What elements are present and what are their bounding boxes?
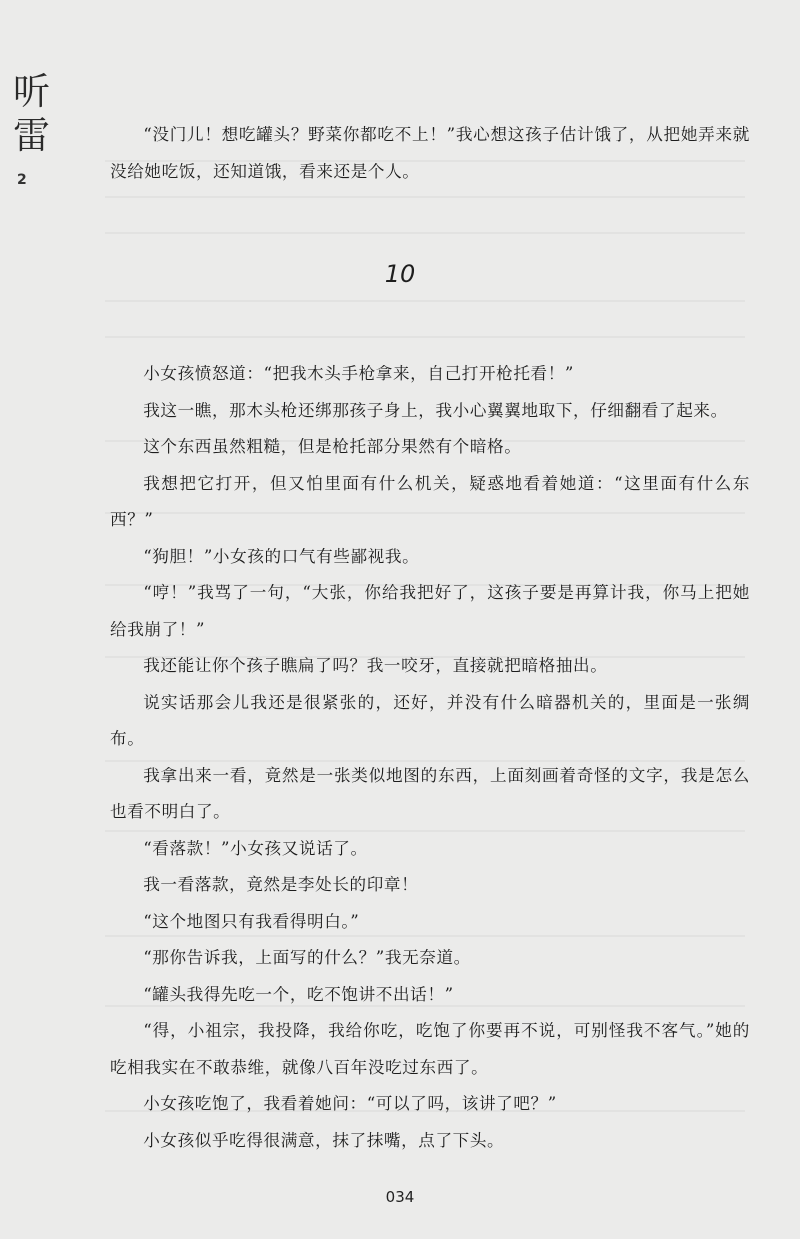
paragraph: “罐头我得先吃一个，吃不饱讲不出话！” (143, 984, 454, 1004)
paragraph: “哼！”我骂了一句，“大张，你给我把好了，这孩子要是再算计我，你马上把她给我崩了！” (110, 583, 750, 639)
book-title-char-1: 听 (13, 70, 50, 113)
paragraph: 我一看落款，竟然是李处长的印章！ (143, 875, 419, 894)
paragraph: 小女孩愤怒道：“把我木头手枪拿来，自己打开枪托看！” (143, 364, 575, 383)
paragraph-opening: “没门儿！想吃罐头？野菜你都吃不上！”我心想这孩子估计饿了，从把她弄来就没给她吃饭，还知道饿，看来还是个人。 (110, 125, 750, 181)
book-title-char-2: 雷 (13, 114, 50, 157)
page-number: 034 (385, 1188, 415, 1206)
opening-text (110, 117, 750, 190)
paragraph: “得，小祖宗，我投降，我给你吃，吃饱了你要再不说，可别怪我不客气。”她的吃相我实在不敢恭维，就像八百年没吃过东西了。 (110, 1021, 750, 1077)
paragraph: 这个东西虽然粗糙，但是枪托部分果然有个暗格。 (143, 437, 522, 456)
paragraph: 我还能让你个孩子瞧扁了吗？我一咬牙，直接就把暗格抽出。 (143, 656, 608, 675)
paragraph: 我拿出来一看，竟然是一张类似地图的东西，上面刻画着奇怪的文字，我是怎么也看不明白了。 (110, 765, 750, 821)
paragraph: 小女孩似乎吃得很满意，抹了抹嘴，点了下头。 (143, 1130, 505, 1150)
paragraph: “那你告诉我，上面写的什么？”我无奈道。 (143, 948, 471, 967)
volume-number: 2 (17, 172, 27, 188)
paragraph: 我想把它打开，但又怕里面有什么机关，疑惑地看着她道：“这里面有什么东西？” (110, 473, 750, 529)
paragraph: “看落款！”小女孩又说话了。 (143, 838, 368, 858)
paragraph: 小女孩吃饱了，我看着她问：“可以了吗，该讲了吧？” (143, 1094, 557, 1113)
paragraph: “这个地图只有我看得明白。” (143, 911, 360, 931)
paragraph: 我这一瞧，那木头枪还绑那孩子身上，我小心翼翼地取下，仔细翻看了起来。 (143, 400, 728, 420)
chapter-body (110, 356, 750, 1159)
paragraph: “狗胆！”小女孩的口气有些鄙视我。 (143, 546, 420, 566)
chapter-heading: 10 (384, 260, 416, 288)
book-title (13, 70, 73, 158)
paragraph: 说实话那会儿我还是很紧张的，还好，并没有什么暗器机关的，里面是一张绸布。 (110, 692, 750, 748)
